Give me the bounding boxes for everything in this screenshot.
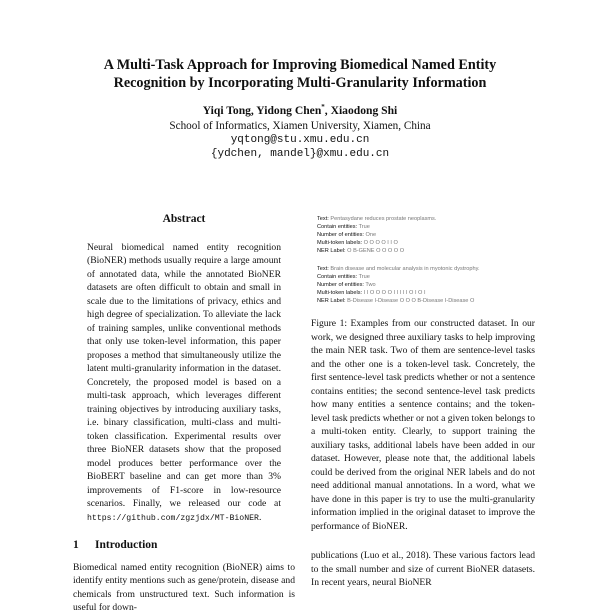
paper-title [0, 56, 600, 92]
example-row [317, 215, 535, 223]
row-key: Contain entities: [317, 224, 358, 230]
author-list [0, 103, 600, 117]
figure-1 [317, 215, 535, 305]
row-value: Two [365, 282, 376, 288]
row-key: NER Label: [317, 248, 346, 254]
author-names-tail: , Xiaodong Shi [324, 103, 398, 117]
row-key: NER Label: [317, 298, 346, 304]
example-row [317, 247, 535, 255]
figure-example-2 [317, 265, 535, 305]
author-names: Yiqi Tong, Yidong Chen [202, 103, 322, 117]
section-number: 1 [73, 539, 79, 551]
row-value: O O O O I I O [363, 240, 398, 246]
figure-example-1 [317, 215, 535, 255]
example-row [317, 289, 535, 297]
abstract-text [87, 241, 281, 526]
example-row [317, 231, 535, 239]
example-row [317, 273, 535, 281]
paper-header [0, 56, 600, 160]
row-value: True [358, 224, 370, 230]
section-heading-introduction [73, 539, 295, 553]
row-value: B-Disease I-Disease O O O B-Disease I-Disease O [347, 298, 475, 304]
row-value: One [365, 232, 377, 238]
abstract-body: Neural biomedical named entity recognition (BioNER) methods usually require a large amount of annotated data, while the annotated BioNER datasets are often difficult to obtain and small in scale due to the limitations of privacy, ethics and high degree of specialization. To alleviate the lack of training samples, unlike conventional methods that only use token-level information, this paper proposes a method that simultaneously utilize the latent multi-granularity information in the dataset. Concretely, the proposed model is based on a multi-task approach, which leverages different training objectives by introducing auxiliary tasks, i.e. binary classification, multi-class and multi-token classification. Experimental results over three BioNER datasets show that the proposed model produces better performance over the BioBERT baseline and can get more than 3% improvements of F1-score in low-resource scenarios. Finally, we released our code at [87, 241, 281, 509]
row-key: Text: [317, 266, 329, 272]
row-value: Pentasydane reduces prostate neoplasms. [330, 216, 437, 222]
row-value: True [358, 274, 370, 280]
row-key: Multi-token labels: [317, 290, 363, 296]
right-column [311, 215, 535, 590]
abstract-heading: Abstract [162, 213, 206, 225]
right-column-text: publications (Luo et al., 2018). These various factors lead to the small number and size of current BioNER datasets. In recent years, neural BioNER [311, 550, 535, 588]
title-line-2: Recognition by Incorporating Multi-Granularity Information [113, 75, 487, 91]
row-key: Multi-token labels: [317, 240, 363, 246]
row-value: O B-GENE O O O O O [347, 248, 405, 254]
left-column [73, 210, 295, 615]
example-row [317, 239, 535, 247]
email-line-2: {ydchen, mandel}@xmu.edu.cn [210, 147, 390, 160]
row-key: Number of entities: [317, 232, 364, 238]
example-row [317, 297, 535, 305]
example-row [317, 281, 535, 289]
introduction-text: Biomedical named entity recognition (BioNER) aims to identify entity mentions such as gene/protein, disease and chemicals from unstructured text. Such information is useful for down- [73, 561, 295, 613]
example-row [317, 265, 535, 273]
code-link[interactable]: https://github.com/zgzjdx/MT-BioNER [87, 513, 259, 523]
figure-caption: Figure 1: Examples from our constructed dataset. In our work, we designed three auxiliary tasks to help improving the main NER task. Two of them are sentence-level tasks and the other one is a token-level task. Concretely, the first sentence-level task predicts whether or not a sentence contains entities; the second sentence-level task predicts how many entities a sentence contains; and the token-level task predicts whether or not a given token belongs to a multi-token entity. Clearly, to support training the auxiliary tasks, additional labels have been added in our dataset. However, please note that, the additional labels could be derived from the original NER labels and do not need additional manual annotations. In a word, what we have done in this paper is try to use the multi-granularity information implied in the original dataset to improve the performance of BioNER. [311, 318, 535, 532]
abstract-end: . [258, 511, 262, 523]
row-key: Number of entities: [317, 282, 364, 288]
corresponding-author-mark: * [321, 103, 325, 111]
section-title: Introduction [95, 539, 158, 551]
row-key: Contain entities: [317, 274, 358, 280]
email-line-1: yqtong@stu.xmu.edu.cn [230, 133, 370, 146]
title-line-1: A Multi-Task Approach for Improving Biomedical Named Entity [103, 57, 497, 73]
row-value: Brain disease and molecular analysis in myotonic dystrophy. [330, 266, 480, 272]
example-row [317, 223, 535, 231]
affiliation: School of Informatics, Xiamen University, Xiamen, China [169, 119, 431, 132]
row-key: Text: [317, 216, 329, 222]
row-value: I I O O O O I I I I I O I O I [363, 290, 426, 296]
